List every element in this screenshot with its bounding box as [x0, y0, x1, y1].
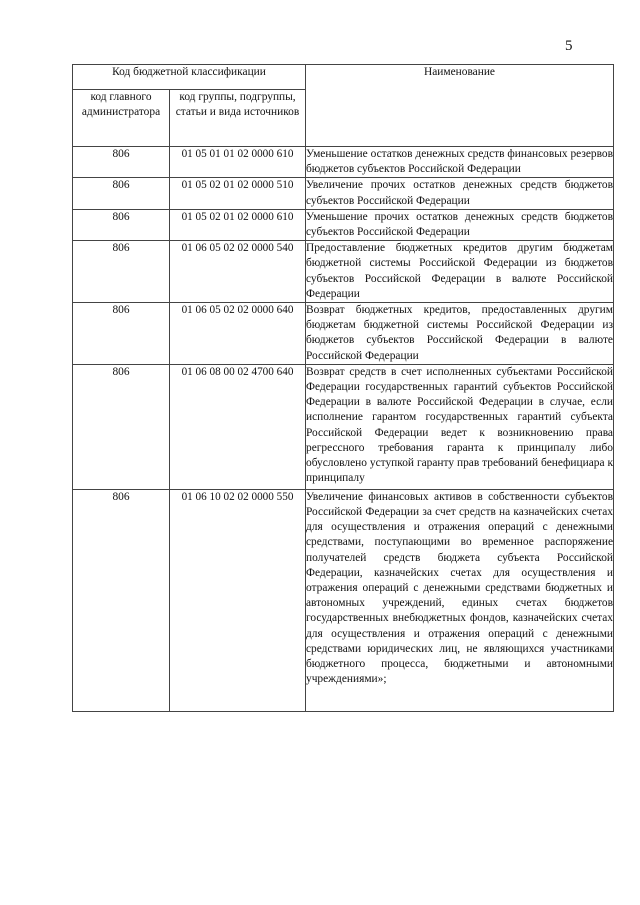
name-cell: Возврат средств в счет исполненных субъектами Российской Федерации государственных гарантий субъектов Российской Федерации в валюте Российской Федерации в случае, если исполнение гарантом государственных гарантий субъекта Российской Федерации ведет к возникновению права регрессного требования гаранта к принципалу либо обусловлено уступкой гаранту прав требований бенефициара к принципалу: [306, 364, 614, 489]
source-code-cell: 01 06 05 02 02 0000 640: [170, 303, 306, 365]
name-cell: Возврат бюджетных кредитов, предоставленных другим бюджетам бюджетной системы Российской Федерации из бюджетов субъектов Российской Федерации в валюте Российской Федерации: [306, 303, 614, 365]
admin-code-cell: 806: [73, 209, 170, 240]
source-code-cell: 01 06 05 02 02 0000 540: [170, 241, 306, 303]
name-cell: Уменьшение остатков денежных средств финансовых резервов бюджетов субъектов Российской Федерации: [306, 147, 614, 178]
name-column-header: Наименование: [306, 65, 614, 147]
admin-code-column-header: код главного администратора: [73, 90, 170, 147]
table-row: [73, 178, 614, 209]
admin-code-cell: 806: [73, 303, 170, 365]
source-code-cell: 01 06 10 02 02 0000 550: [170, 489, 306, 711]
budget-classification-code-header: Код бюджетной классификации: [73, 65, 306, 90]
table-row: [73, 241, 614, 303]
source-code-cell: 01 06 08 00 02 4700 640: [170, 364, 306, 489]
page-number: 5: [565, 38, 573, 54]
source-code-cell: 01 05 02 01 02 0000 610: [170, 209, 306, 240]
table-row: [73, 364, 614, 489]
table-row: [73, 209, 614, 240]
name-cell: Предоставление бюджетных кредитов другим бюджетам бюджетной системы Российской Федерации из бюджетов субъектов Российской Федерации в валюте Российской Федерации: [306, 241, 614, 303]
budget-classification-table: [72, 64, 614, 712]
admin-code-cell: 806: [73, 364, 170, 489]
source-code-cell: 01 05 02 01 02 0000 510: [170, 178, 306, 209]
admin-code-cell: 806: [73, 489, 170, 711]
name-cell: Увеличение финансовых активов в собственности субъектов Российской Федерации за счет средств на казначейских счетах для осуществления и отражения операций с денежными средствами, поступающими во временное распоряжение получателей средств бюджета субъекта Российской Федерации, казначейских счетах для осуществления и отражения операций с денежными средствами бюджетных и автономных учреждений, единых счетах бюджетов государственных внебюджетных фондов, казначейских счетах для осуществления и отражения операций с денежными средствами юридических лиц, не являющихся участниками бюджетного процесса, бюджетными и автономными учреждениями»;: [306, 489, 614, 711]
name-cell: Увеличение прочих остатков денежных средств бюджетов субъектов Российской Федерации: [306, 178, 614, 209]
source-code-column-header: код группы, подгруппы, статьи и вида источников: [170, 90, 306, 147]
table-row: [73, 489, 614, 711]
admin-code-cell: 806: [73, 241, 170, 303]
name-cell: Уменьшение прочих остатков денежных средств бюджетов субъектов Российской Федерации: [306, 209, 614, 240]
table-row: [73, 303, 614, 365]
admin-code-cell: 806: [73, 147, 170, 178]
source-code-cell: 01 05 01 01 02 0000 610: [170, 147, 306, 178]
table-row: [73, 147, 614, 178]
admin-code-cell: 806: [73, 178, 170, 209]
